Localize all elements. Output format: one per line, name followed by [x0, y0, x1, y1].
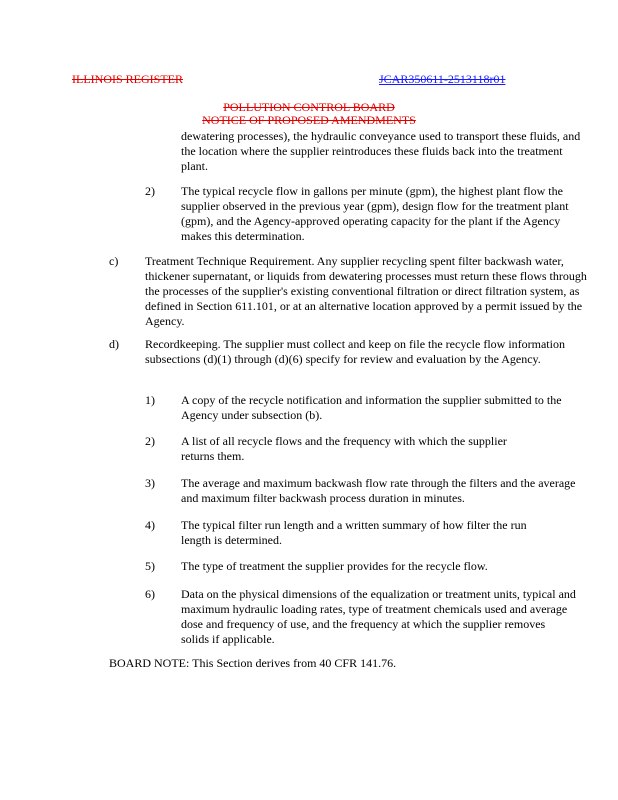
item-d2-label: 2) [145, 434, 155, 448]
jcar-code-text: JCAR350611-2513118r01 [379, 72, 506, 86]
item-b2-label: 2) [145, 184, 155, 198]
item-d5-text: The type of treatment the supplier provides for the recycle flow. [181, 559, 488, 573]
item-d3-label: 3) [145, 476, 155, 490]
item-d5-label: 5) [145, 559, 155, 573]
subsection-c-text: Treatment Technique Requirement. Any supplier recycling spent filter backwash water, thickener supernatant, or liquids from dewatering processes must return these flows through the processes of the supplier's existing conventional filtration or direct filtration system, as defined in Section 611.101, or at an alternative location approved by a permit issued by the Agency. [145, 254, 587, 328]
jcar-code [379, 72, 505, 87]
board-title: POLLUTION CONTROL BOARD [223, 100, 395, 114]
notice-title: NOTICE OF PROPOSED AMENDMENTS [202, 113, 416, 127]
item-d6-label: 6) [145, 587, 155, 601]
item-d1-text: A copy of the recycle notification and information the supplier submitted to the Agency under subsection (b). [181, 393, 562, 422]
subsection-d-text: Recordkeeping. The supplier must collect and keep on file the recycle flow information subsections (d)(1) through (d)(6) specify for review and evaluation by the Agency. [145, 337, 565, 366]
subsection-d-label: d) [109, 337, 119, 351]
board-note: BOARD NOTE: This Section derives from 40 CFR 141.76. [109, 656, 397, 670]
item-d2-text: A list of all recycle flows and the frequency with which the supplier returns them. [181, 434, 507, 463]
register-header: ILLINOIS REGISTER [72, 72, 183, 86]
continued-paragraph: dewatering processes), the hydraulic conveyance used to transport these fluids, and the location where the supplier reintroduces these fluids back into the treatment plant. [181, 129, 581, 173]
subsection-c-label: c) [109, 254, 119, 268]
item-d1-label: 1) [145, 393, 155, 407]
item-b2-text: The typical recycle flow in gallons per minute (gpm), the highest plant flow the supplier observed in the previous year (gpm), design flow for the treatment plant (gpm), and the Agency-approved operating capacity for the plant if the Agency makes this determination. [181, 184, 569, 243]
item-d3-text: The average and maximum backwash flow rate through the filters and the average and maximum filter backwash process duration in minutes. [181, 476, 576, 505]
item-d4-text: The typical filter run length and a written summary of how filter the run length is determined. [181, 518, 527, 547]
item-d4-label: 4) [145, 518, 155, 532]
item-d6-text: Data on the physical dimensions of the equalization or treatment units, typical and maximum hydraulic loading rates, type of treatment chemicals used and average dose and frequency of use, and the frequency at which the supplier removes solids if applicable. [181, 587, 576, 646]
